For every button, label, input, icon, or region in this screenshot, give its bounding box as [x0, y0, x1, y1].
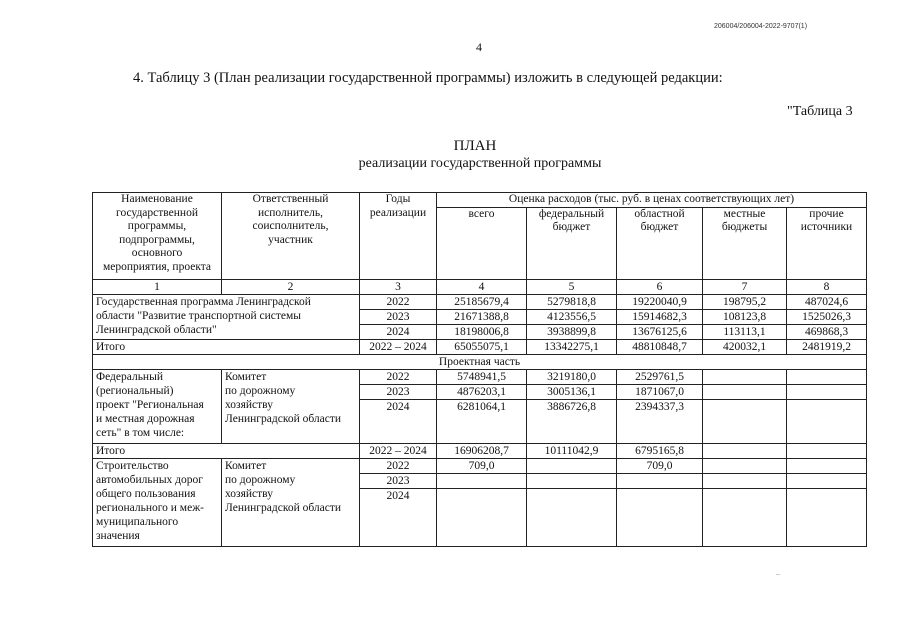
plan-subtitle: реализации государственной программы — [358, 156, 602, 171]
local-cell — [703, 459, 787, 474]
regional-cell: 709,0 — [617, 459, 703, 474]
column-number: 7 — [703, 280, 787, 295]
local-cell — [703, 400, 787, 444]
total-row — [93, 444, 867, 459]
total-label: Итого — [93, 340, 360, 355]
project-responsible: Комитет по дорожному хозяйству Ленинградской области — [222, 370, 360, 444]
column-number: 1 — [93, 280, 222, 295]
program-name: Государственная программа Ленинградской области "Развитие транспортной системы Ленинградской области" — [93, 295, 360, 340]
total-cell: 5748941,5 — [437, 370, 527, 385]
total-cell: 4876203,1 — [437, 385, 527, 400]
header-total: всего — [437, 207, 527, 279]
year-cell: 2024 — [360, 325, 437, 340]
federal-cell — [527, 459, 617, 474]
other-cell — [787, 474, 867, 489]
regional-cell: 19220040,9 — [617, 295, 703, 310]
federal-cell — [527, 489, 617, 547]
year-cell: 2022 – 2024 — [360, 444, 437, 459]
construction-responsible: Комитет по дорожному хозяйству Ленинградской области — [222, 459, 360, 547]
total-cell: 21671388,8 — [437, 310, 527, 325]
year-cell: 2022 — [360, 295, 437, 310]
local-cell — [703, 370, 787, 385]
regional-cell — [617, 474, 703, 489]
total-cell: 65055075,1 — [437, 340, 527, 355]
regional-cell: 2394337,3 — [617, 400, 703, 444]
header-regional: областной бюджет — [617, 207, 703, 279]
total-cell: 709,0 — [437, 459, 527, 474]
total-row — [93, 340, 867, 355]
local-cell — [703, 385, 787, 400]
regional-cell: 48810848,7 — [617, 340, 703, 355]
year-cell: 2023 — [360, 385, 437, 400]
federal-cell: 3938899,8 — [527, 325, 617, 340]
federal-cell — [527, 474, 617, 489]
local-cell — [703, 474, 787, 489]
total-cell: 6281064,1 — [437, 400, 527, 444]
header-local: местные бюджеты — [703, 207, 787, 279]
local-cell: 420032,1 — [703, 340, 787, 355]
construction-name: Строительство автомобильных дорог общего пользования регионального и меж- муниципального значения — [93, 459, 222, 547]
column-number: 2 — [222, 280, 360, 295]
intro-text: 4. Таблицу 3 (План реализации государственной программы) изложить в следующей редакции: — [133, 70, 723, 86]
regional-cell: 2529761,5 — [617, 370, 703, 385]
scan-mark — [776, 574, 780, 575]
column-number: 8 — [787, 280, 867, 295]
total-cell: 25185679,4 — [437, 295, 527, 310]
table-row — [93, 295, 867, 310]
table-reference: "Таблица 3 — [787, 104, 853, 119]
total-cell: 16906208,7 — [437, 444, 527, 459]
page-number: 4 — [476, 40, 482, 54]
section-label: Проектная часть — [93, 355, 867, 370]
other-cell — [787, 489, 867, 547]
project-name: Федеральный (региональный) проект "Региональная и местная дорожная сеть" в том числе: — [93, 370, 222, 444]
total-cell: 18198006,8 — [437, 325, 527, 340]
total-cell — [437, 474, 527, 489]
plan-title: ПЛАН — [453, 138, 497, 154]
other-cell — [787, 370, 867, 385]
header-estimate: Оценка расходов (тыс. руб. в ценах соответствующих лет) — [437, 193, 867, 208]
federal-cell: 3219180,0 — [527, 370, 617, 385]
header-name: Наименование государственной программы, подпрограммы, основного мероприятия, проекта — [93, 193, 222, 280]
federal-cell: 10111042,9 — [527, 444, 617, 459]
federal-cell: 4123556,5 — [527, 310, 617, 325]
regional-cell: 15914682,3 — [617, 310, 703, 325]
header-federal: федеральный бюджет — [527, 207, 617, 279]
local-cell: 108123,8 — [703, 310, 787, 325]
other-cell — [787, 444, 867, 459]
federal-cell: 3005136,1 — [527, 385, 617, 400]
year-cell: 2022 — [360, 459, 437, 474]
federal-cell: 5279818,8 — [527, 295, 617, 310]
other-cell — [787, 385, 867, 400]
column-number: 6 — [617, 280, 703, 295]
total-label: Итого — [93, 444, 360, 459]
column-number: 4 — [437, 280, 527, 295]
total-cell — [437, 489, 527, 547]
local-cell: 113113,1 — [703, 325, 787, 340]
regional-cell: 1871067,0 — [617, 385, 703, 400]
other-cell: 2481919,2 — [787, 340, 867, 355]
table-row — [93, 459, 867, 474]
year-cell: 2024 — [360, 489, 437, 547]
section-row — [93, 355, 867, 370]
other-cell — [787, 459, 867, 474]
regional-cell: 6795165,8 — [617, 444, 703, 459]
header-responsible: Ответственный исполнитель, соисполнитель, участник — [222, 193, 360, 280]
plan-table — [92, 192, 867, 547]
document-id: 206004/206004-2022-9707(1) — [714, 23, 808, 30]
year-cell: 2023 — [360, 310, 437, 325]
year-cell: 2024 — [360, 400, 437, 444]
other-cell: 1525026,3 — [787, 310, 867, 325]
local-cell — [703, 444, 787, 459]
header-row — [93, 193, 867, 208]
other-cell: 487024,6 — [787, 295, 867, 310]
federal-cell: 13342275,1 — [527, 340, 617, 355]
column-number: 5 — [527, 280, 617, 295]
column-number-row — [93, 280, 867, 295]
header-other: прочие источники — [787, 207, 867, 279]
local-cell — [703, 489, 787, 547]
column-number: 3 — [360, 280, 437, 295]
local-cell: 198795,2 — [703, 295, 787, 310]
federal-cell: 3886726,8 — [527, 400, 617, 444]
year-cell: 2022 — [360, 370, 437, 385]
regional-cell — [617, 489, 703, 547]
other-cell: 469868,3 — [787, 325, 867, 340]
regional-cell: 13676125,6 — [617, 325, 703, 340]
year-cell: 2023 — [360, 474, 437, 489]
header-years: Годы реализации — [360, 193, 437, 280]
year-cell: 2022 – 2024 — [360, 340, 437, 355]
other-cell — [787, 400, 867, 444]
table-row — [93, 370, 867, 385]
